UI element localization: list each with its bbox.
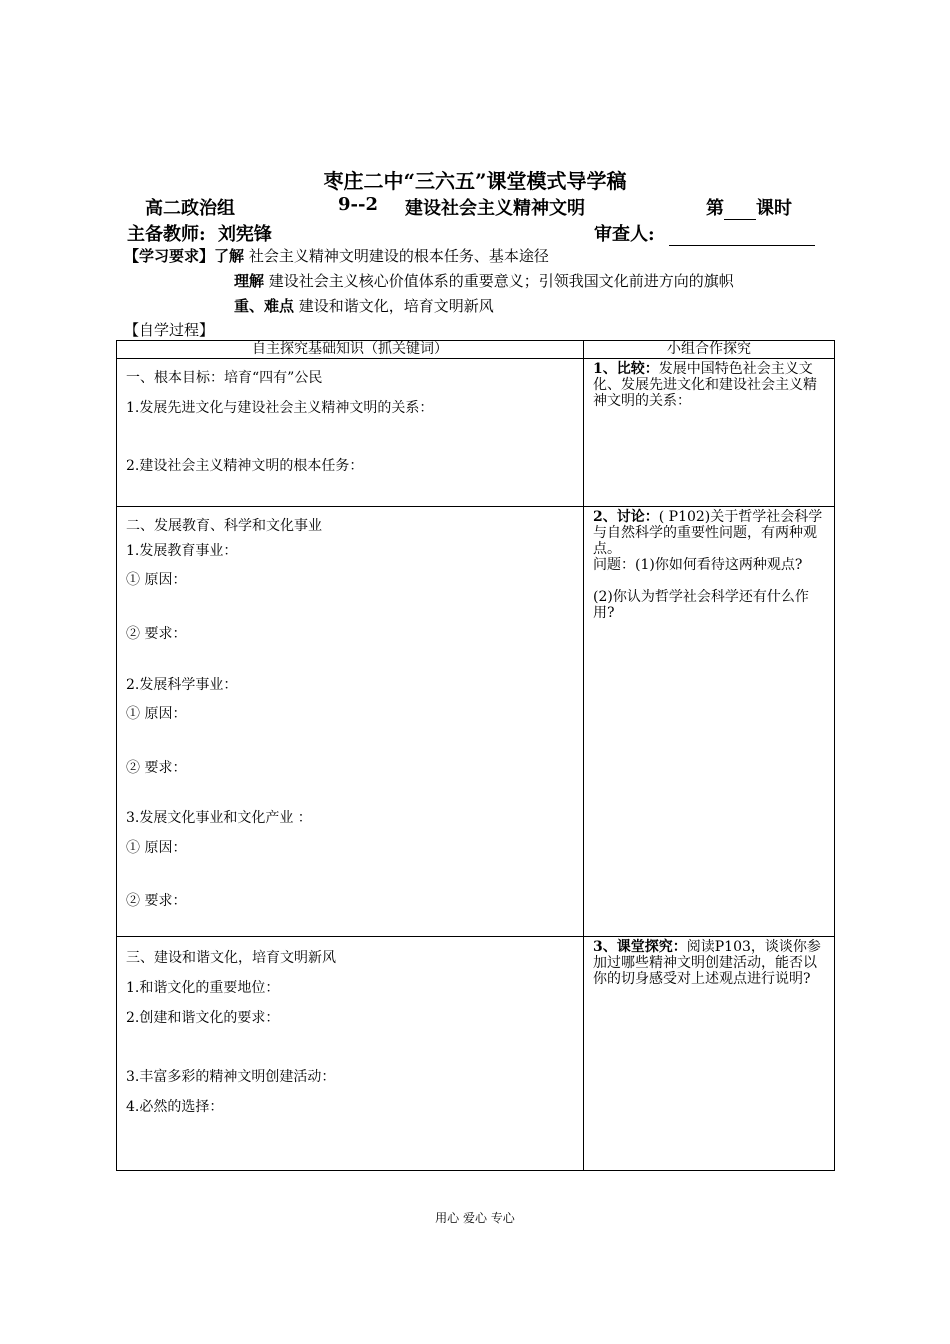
section-2-item: 2.发展科学事业：: [126, 677, 238, 693]
discussion-text: ( P102)关于哲学社会科学与自然科学的重要性问题，有两种观点。: [593, 509, 823, 557]
key-label: 重、难点: [234, 297, 295, 315]
section-2-item: 1.发展教育事业：: [126, 543, 238, 559]
discussion-label: 2、讨论：: [593, 509, 659, 525]
section-3-item: 4.必然的选择：: [126, 1099, 224, 1115]
section-2-right: [584, 507, 835, 937]
column-header-right: 小组合作探究: [584, 341, 835, 359]
subject-group: 高二政治组: [145, 198, 235, 219]
column-header-left: 自主探究基础知识（抓关键词）: [117, 341, 584, 359]
page-title: 枣庄二中“三六五”课堂模式导学稿: [323, 169, 627, 193]
footer-motto: 用心 爱心 专心: [435, 1211, 515, 1225]
requirements-label: 【学习要求】: [124, 247, 215, 265]
period-blank: [724, 201, 756, 220]
section-2-item: ① 原因：: [126, 706, 187, 722]
lesson-title: 建设社会主义精神文明: [405, 198, 585, 219]
period-prefix: 第: [706, 198, 724, 219]
section-3-item: 1.和谐文化的重要地位：: [126, 980, 280, 996]
reviewer-blank: [669, 227, 815, 246]
section-2-item: ① 原因：: [126, 572, 187, 588]
table-row-section-3: [117, 937, 835, 1171]
section-2-heading: 二、发展教育、科学和文化事业: [126, 518, 322, 534]
compare-task: [593, 361, 826, 409]
table-row-section-2: [117, 507, 835, 937]
reviewer-label: 审查人:: [594, 224, 655, 245]
comprehend-label: 理解: [234, 272, 265, 290]
understand-label: 了解: [214, 247, 245, 265]
section-3-left: [117, 937, 584, 1171]
lesson-code: 9--2: [338, 194, 378, 215]
section-1-heading: 一、根本目标：培育“四有”公民: [126, 370, 323, 386]
section-3-heading: 三、建设和谐文化，培育文明新风: [126, 950, 336, 966]
teacher-name: 刘宪锋: [217, 224, 272, 245]
section-2-item: ② 要求：: [126, 760, 187, 776]
inquiry-label: 3、课堂探究：: [593, 939, 687, 955]
section-3-item: 2.创建和谐文化的要求：: [126, 1010, 280, 1026]
inquiry-text: 阅读P103，谈谈你参加过哪些精神文明创建活动，能否以你的切身感受对上述观点进行说明?: [593, 939, 821, 987]
section-2-item: 3.发展文化事业和文化产业 ：: [126, 810, 312, 826]
section-3-item: 3.丰富多彩的精神文明创建活动：: [126, 1069, 336, 1085]
compare-text: 发展中国特色社会主义文化、发展先进文化和建设社会主义精神文明的关系：: [593, 361, 817, 409]
inquiry-task: [593, 939, 826, 987]
requirement-comprehend: [234, 270, 734, 291]
section-2-item: ② 要求：: [126, 893, 187, 909]
section-1-item-1: 1.发展先进文化与建设社会主义精神文明的关系：: [126, 400, 434, 416]
table-header-row: [117, 341, 835, 359]
reviewer-line: [594, 220, 815, 246]
table-row-section-1: [117, 359, 835, 507]
study-table: [116, 340, 835, 1171]
compare-label: 1、比较：: [593, 361, 659, 377]
teacher-label: 主备教师:: [127, 224, 206, 245]
requirement-understand: [124, 245, 549, 266]
section-1-left: [117, 359, 584, 507]
comprehend-text: 建设社会主义核心价值体系的重要意义；引领我国文化前进方向的旗帜: [268, 272, 734, 290]
section-3-right: [584, 937, 835, 1171]
section-2-item: ① 原因：: [126, 840, 187, 856]
section-2-item: ② 要求：: [126, 626, 187, 642]
period-field: [706, 194, 792, 220]
section-1-right: [584, 359, 835, 507]
process-label: 【自学过程】: [124, 321, 215, 339]
requirement-key: [234, 295, 494, 316]
period-suffix: 课时: [756, 198, 792, 219]
key-text: 建设和谐文化，培育文明新风: [298, 297, 494, 315]
discussion-task: [593, 509, 826, 557]
discussion-question-2: (2)你认为哲学社会科学还有什么作用?: [593, 589, 809, 621]
understand-text: 社会主义精神文明建设的根本任务、基本途径: [248, 247, 549, 265]
section-2-left: [117, 507, 584, 937]
discussion-question-1: 问题：(1)你如何看待这两种观点?: [593, 557, 803, 573]
section-1-item-2: 2.建设社会主义精神文明的根本任务：: [126, 458, 364, 474]
teacher-line: [127, 220, 272, 246]
